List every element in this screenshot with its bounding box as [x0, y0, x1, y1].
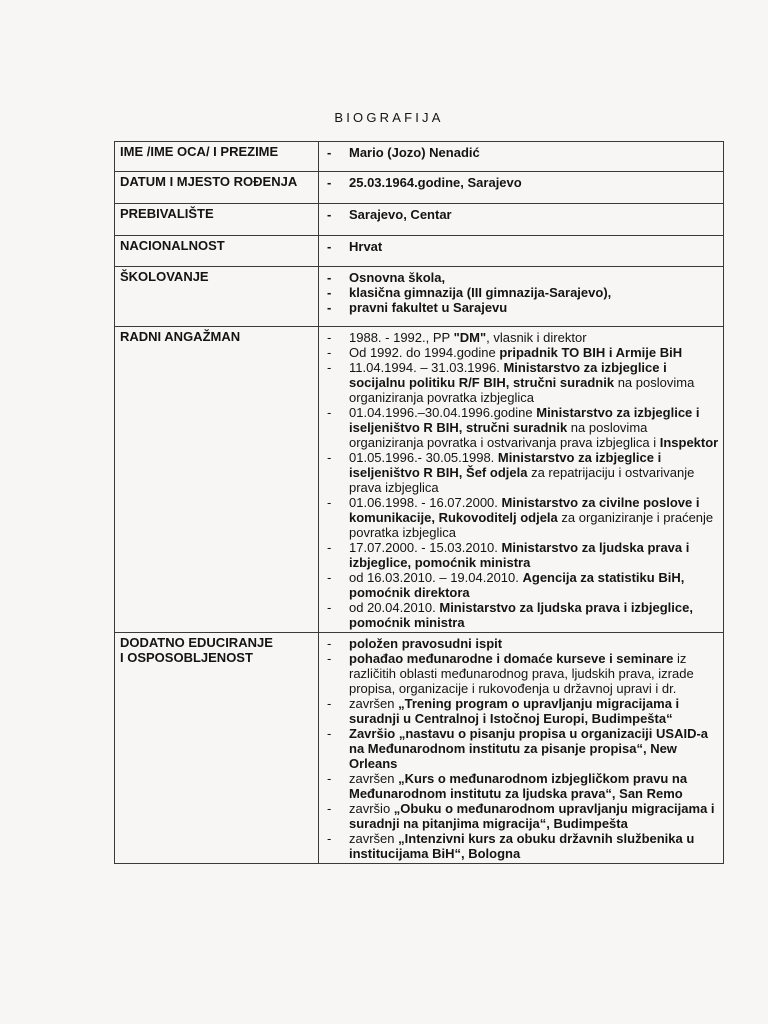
row-birth: [115, 172, 724, 204]
work-item: - od 16.03.2010. – 19.04.2010. Agencija za statistiku BiH, pomoćnik direktora: [325, 570, 721, 600]
work-item: - 01.04.1996.–30.04.1996.godine Ministarstvo za izbjeglice i iseljeništvo R BIH, stručni suradnik na poslovima organiziranja povratka i ostvarivanja prava izbjeglica i Inspektor: [325, 405, 721, 450]
biography-table: [114, 141, 724, 864]
training-item: - Završio „nastavu o pisanju propisa u organizaciji USAID-a na Međunarodnom institutu za pisanje propisa“, New Orleans: [325, 726, 721, 771]
label-nationality: NACIONALNOST: [115, 236, 319, 267]
label-residence: PREBIVALIŠTE: [115, 204, 319, 236]
education-item: - klasična gimnazija (III gimnazija-Sarajevo),: [325, 285, 721, 300]
value-cell-training: [319, 633, 724, 864]
work-item: - Od 1992. do 1994.godine pripadnik TO BIH i Armije BiH: [325, 345, 721, 360]
row-education: [115, 267, 724, 327]
training-item: - završen „Intenzivni kurs za obuku državnih službenika u institucijama BiH“, Bologna: [325, 831, 721, 861]
label-name: IME /IME OCA/ I PREZIME: [115, 142, 319, 172]
value-cell-name: [319, 142, 724, 172]
value-cell-nationality: [319, 236, 724, 267]
training-item: - završio „Obuku o međunarodnom upravljanju migracijama i suradnji na pitanjima migracija“, Budimpešta: [325, 801, 721, 831]
training-item: - pohađao međunarodne i domaće kurseve i seminare iz različitih oblasti međunarodnog prava, ljudskih prava, izrade propisa, organizacije i rukovođenja u državnoj upravi i dr.: [325, 651, 721, 696]
document-title: BIOGRAFIJA: [334, 110, 444, 125]
work-item: - od 20.04.2010. Ministarstvo za ljudska prava i izbjeglice, pomoćnik ministra: [325, 600, 721, 630]
training-item: - završen „Kurs o međunarodnom izbjegličkom pravu na Međunarodnom institutu za ljudska prava“, San Remo: [325, 771, 721, 801]
row-nationality: [115, 236, 724, 267]
value-cell-work: [319, 327, 724, 633]
row-residence: [115, 204, 724, 236]
work-item: - 01.05.1996.- 30.05.1998. Ministarstvo za izbjeglice i iseljeništvo R BIH, Šef odjela za repatrijaciju i ostvarivanje prava izbjeglica: [325, 450, 721, 495]
value-cell-residence: [319, 204, 724, 236]
training-list: [325, 636, 721, 861]
education-item: - Osnovna škola,: [325, 270, 721, 285]
value-cell-birth: [319, 172, 724, 204]
work-item: - 11.04.1994. – 31.03.1996. Ministarstvo za izbjeglice i socijalnu politiku R/F BIH, stručni suradnik na poslovima organiziranja povratka izbjeglica: [325, 360, 721, 405]
row-training: [115, 633, 724, 864]
row-work: [115, 327, 724, 633]
label-education: ŠKOLOVANJE: [115, 267, 319, 327]
work-item: - 17.07.2000. - 15.03.2010. Ministarstvo za ljudska prava i izbjeglice, pomoćnik ministra: [325, 540, 721, 570]
label-birth: DATUM I MJESTO ROĐENJA: [115, 172, 319, 204]
row-name: [115, 142, 724, 172]
work-item: - 1988. - 1992., PP "DM", vlasnik i direktor: [325, 330, 721, 345]
training-item: - završen „Trening program o upravljanju migracijama i suradnji u Centralnoj i Istočnoj Europi, Budimpešta“: [325, 696, 721, 726]
value-nationality: - Hrvat: [325, 239, 721, 254]
value-cell-education: [319, 267, 724, 327]
work-list: [325, 330, 721, 630]
work-item: - 01.06.1998. - 16.07.2000. Ministarstvo za civilne poslove i komunikacije, Rukovoditelj odjela za organiziranje i praćenje povratka izbjeglica: [325, 495, 721, 540]
value-name: - Mario (Jozo) Nenadić: [325, 145, 721, 160]
education-item: - pravni fakultet u Sarajevu: [325, 300, 721, 315]
label-work: RADNI ANGAŽMAN: [115, 327, 319, 633]
label-training: DODATNO EDUCIRANJE I OSPOSOBLJENOST: [115, 633, 319, 864]
value-birth: - 25.03.1964.godine, Sarajevo: [325, 175, 721, 190]
value-residence: - Sarajevo, Centar: [325, 207, 721, 222]
training-item: - položen pravosudni ispit: [325, 636, 721, 651]
